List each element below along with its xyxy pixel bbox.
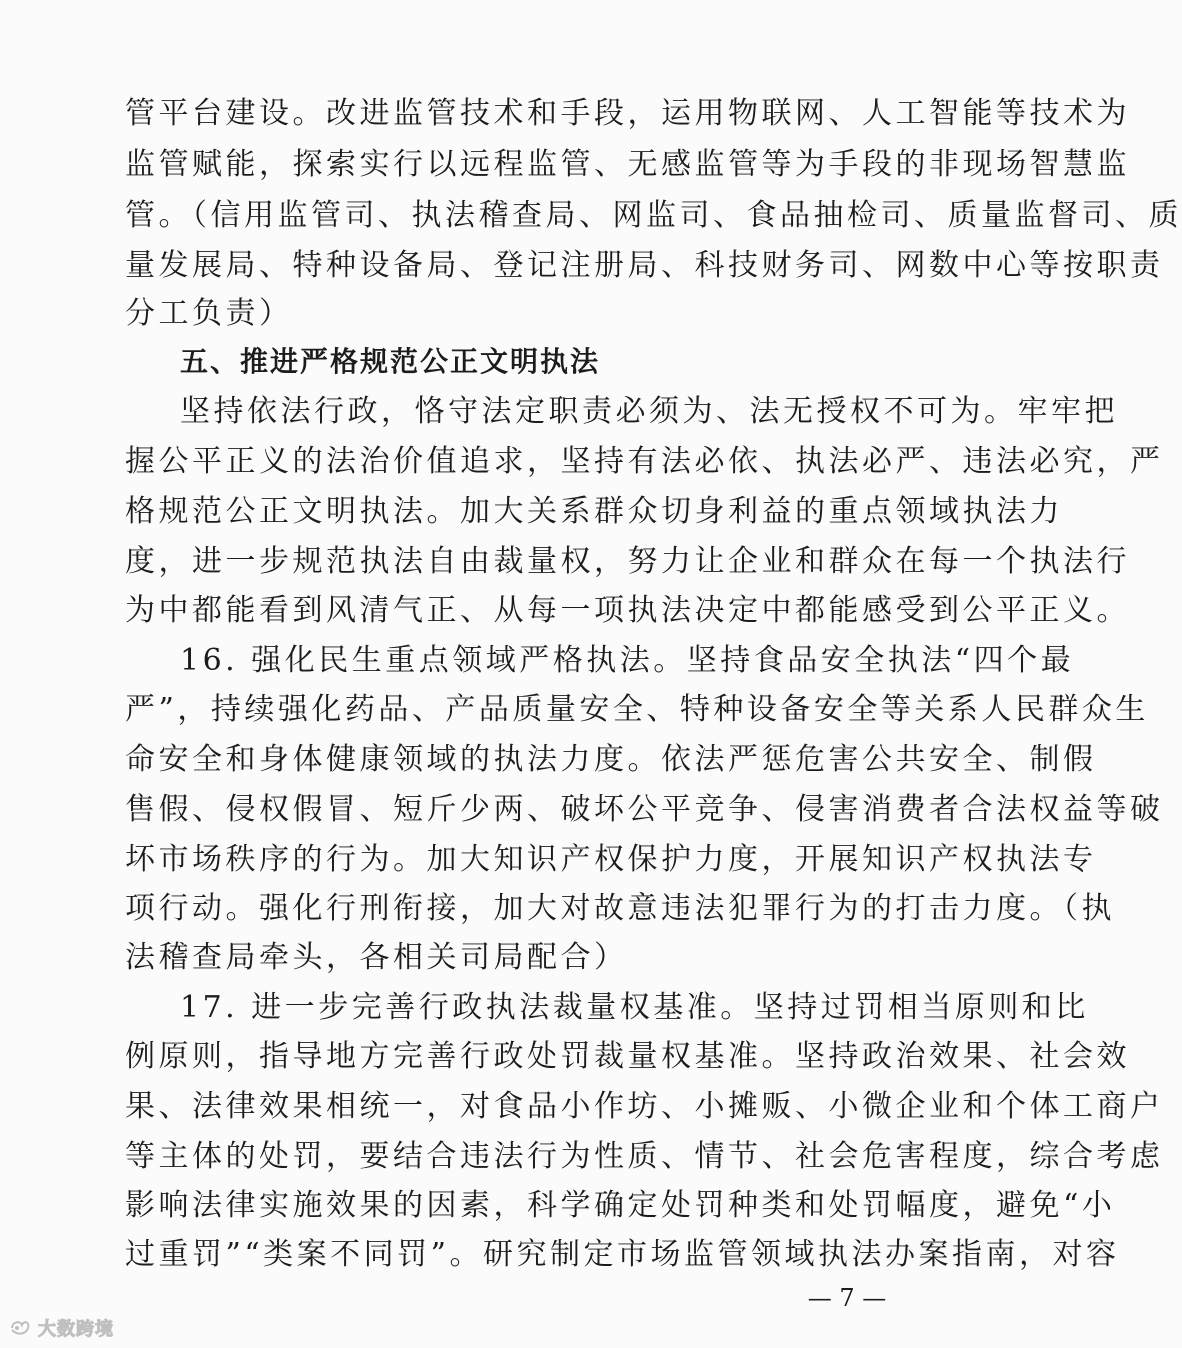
text-line: 严”，持续强化药品、产品质量安全、特种设备安全等关系人民群众生 [125,692,1149,727]
text-line: 管平台建设。改进监管技术和手段，运用物联网、人工智能等技术为 [125,96,1130,131]
text-line: 等主体的处罚，要结合违法行为性质、情节、社会危害程度，综合考虑 [125,1139,1164,1174]
section-heading: 五、推进严格规范公正文明执法 [180,345,601,378]
text-line: 17. 进一步完善行政执法裁量权基准。坚持过罚相当原则和比 [180,990,1089,1025]
text-line: 度，进一步规范执法自由裁量权，努力让企业和群众在每一个执法行 [125,544,1130,579]
watermark [8,1316,114,1340]
text-line: 果、法律效果相统一，对食品小作坊、小摊贩、小微企业和个体工商户 [125,1089,1164,1124]
text-line: 为中都能看到风清气正、从每一项执法决定中都能感受到公平正义。 [125,593,1130,628]
text-line: 坚持依法行政，恪守法定职责必须为、法无授权不可为。牢牢把 [180,394,1118,429]
text-line: 例原则，指导地方完善行政处罚裁量权基准。坚持政治效果、社会效 [125,1039,1130,1074]
text-line: 命安全和身体健康领域的执法力度。依法严惩危害公共安全、制假 [125,742,1097,777]
page-number: — 7 — [807,1284,887,1312]
text-line: 16. 强化民生重点领域严格执法。坚持食品安全执法“四个最 [180,643,1075,678]
text-line: 监管赋能，探索实行以远程监管、无感监管等为手段的非现场智慧监 [125,147,1130,182]
text-line: 管。（信用监管司、执法稽查局、网监司、食品抽检司、质量监督司、质 [125,198,1182,233]
text-line: 坏市场秩序的行为。加大知识产权保护力度，开展知识产权执法专 [125,842,1097,877]
text-line: 格规范公正文明执法。加大关系群众切身利益的重点领域执法力 [125,494,1063,529]
text-line: 过重罚”“类案不同罚”。研究制定市场监管领域执法办案指南，对容 [125,1237,1120,1272]
watermark-logo-icon [8,1318,32,1338]
text-line: 握公平正义的法治价值追求，坚持有法必依、执法必严、违法必究，严 [125,444,1164,479]
text-line: 项行动。强化行刑衔接，加大对故意违法犯罪行为的打击力度。（执 [125,891,1115,926]
text-line: 分工负责） [125,296,293,331]
text-line: 法稽查局牵头，各相关司局配合） [125,940,628,975]
text-line: 量发展局、特种设备局、登记注册局、科技财务司、网数中心等按职责 [125,248,1164,283]
watermark-text: 大数跨境 [38,1319,114,1340]
text-line: 影响法律实施效果的因素，科学确定处罚种类和处罚幅度，避免“小 [125,1188,1116,1223]
text-line: 售假、侵权假冒、短斤少两、破坏公平竞争、侵害消费者合法权益等破 [125,792,1164,827]
